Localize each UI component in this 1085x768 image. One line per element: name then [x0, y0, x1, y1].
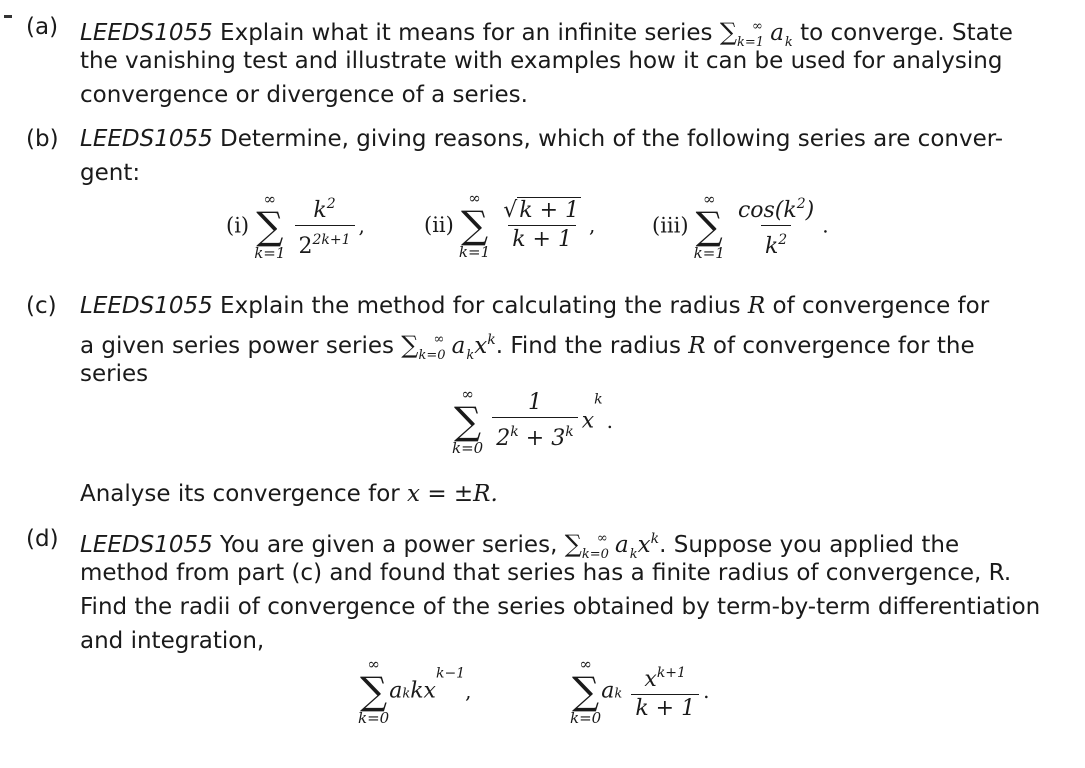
- module-code: LEEDS1055: [80, 532, 213, 558]
- summation: [570, 656, 601, 726]
- part-b-line-1: [80, 122, 1003, 156]
- sum-upper: ∞: [702, 189, 716, 208]
- part-d-end: . Suppose you applied the: [659, 532, 960, 558]
- numerator: $k^2$: [313, 196, 336, 223]
- part-a-label: (a): [26, 14, 59, 40]
- sigma-symbol: ∑: [572, 669, 600, 713]
- summation: [358, 656, 389, 726]
- part-c-mid: . Find the radius: [495, 333, 681, 359]
- numerator: √k + 1: [503, 197, 579, 223]
- inline-sum-symbol: ∑: [401, 331, 419, 359]
- punctuation: .: [606, 409, 613, 433]
- denominator: k + 1: [508, 225, 576, 254]
- x-exponent: k: [487, 332, 496, 348]
- part-c-line-4: [80, 477, 498, 511]
- part-d-line-2: method from part (c) and found that series has a finite radius of convergence, R.: [80, 560, 1012, 586]
- part-c-text: Explain the method for calculating the radius: [220, 293, 741, 319]
- punctuation: .: [822, 213, 829, 238]
- series-i: [226, 190, 365, 261]
- part-c-line-2: [80, 323, 975, 373]
- term-subscript: k: [784, 35, 793, 50]
- part-a-text-end: to converge. State: [800, 20, 1013, 46]
- derivative-series: [358, 656, 471, 726]
- part-c-line-3: series: [80, 361, 149, 387]
- part-a-line-2: the vanishing test and illustrate with examples how it can be used for analysing: [80, 48, 1003, 74]
- series-ii: [424, 190, 595, 260]
- part-c-text-4: Analyse its convergence for: [80, 481, 400, 507]
- summation: [254, 191, 285, 261]
- coefficient: a: [601, 678, 615, 704]
- radius-symbol: R: [688, 333, 706, 359]
- part-d-line-3: Find the radii of convergence of the series obtained by term-by-term differentiation: [80, 594, 1041, 620]
- part-c-display-series: [452, 386, 613, 456]
- variable-x: x: [581, 408, 595, 434]
- fraction: [631, 659, 699, 723]
- punctuation: .: [703, 679, 710, 703]
- sum-lower-limit: k=0: [581, 547, 609, 562]
- x-exponent: k: [594, 391, 603, 408]
- fraction: [499, 197, 585, 254]
- sum-lower: k=0: [570, 709, 602, 727]
- sum-lower: k=0: [452, 439, 484, 457]
- sum-upper-limit: ∞: [752, 19, 763, 34]
- series-iii: [652, 190, 829, 261]
- term: a: [615, 532, 629, 558]
- sum-upper: ∞: [579, 655, 592, 673]
- inline-sum-symbol: ∑: [564, 530, 582, 558]
- denominator: $2^{2k+1}$: [295, 225, 355, 261]
- punctuation: ,: [465, 679, 472, 703]
- margin-bullet: [4, 15, 12, 18]
- variable-x: x: [637, 532, 651, 558]
- part-b-line-2: gent:: [80, 160, 141, 186]
- summation: [452, 386, 483, 456]
- sigma-symbol: ∑: [695, 203, 723, 248]
- part-d-text: You are given a power series,: [220, 532, 558, 558]
- sqrt-symbol: √: [503, 197, 518, 223]
- fraction: [492, 389, 577, 453]
- inline-sum-symbol: ∑: [719, 18, 737, 46]
- coefficient-subscript: k: [402, 686, 411, 702]
- sum-lower: k=1: [693, 243, 725, 262]
- part-c-text-end: of convergence for: [772, 293, 990, 319]
- numerator: $\cos(k^2)$: [737, 196, 815, 223]
- denominator: $k^2$: [761, 225, 791, 261]
- sum-upper: ∞: [263, 189, 277, 208]
- denominator: k + 1: [631, 694, 699, 723]
- fraction: [734, 190, 818, 261]
- part-b-label: (b): [26, 126, 59, 152]
- fraction: [295, 190, 355, 261]
- part-a-text: Explain what it means for an infinite series: [220, 20, 713, 46]
- sum-lower-limit: k=0: [418, 348, 446, 363]
- derivative-term: kx: [410, 678, 436, 704]
- sum-upper: ∞: [367, 655, 380, 673]
- sum-lower-limit: k=1: [737, 35, 765, 50]
- part-b-text: Determine, giving reasons, which of the following series are conver-: [220, 126, 1004, 152]
- sum-upper: ∞: [468, 189, 481, 207]
- sum-upper: ∞: [461, 385, 474, 403]
- denominator: $2^k + 3^k$: [492, 417, 577, 453]
- module-code: LEEDS1055: [80, 20, 213, 46]
- sigma-symbol: ∑: [454, 399, 482, 443]
- coefficient: a: [389, 678, 403, 704]
- summation: [694, 191, 725, 261]
- numerator: 1: [527, 390, 542, 415]
- punctuation: ,: [358, 213, 365, 238]
- part-d-label: (d): [26, 526, 59, 552]
- coefficient-subscript: k: [614, 686, 623, 702]
- part-a-line-3: convergence or divergence of a series.: [80, 82, 528, 108]
- sum-lower: k=1: [254, 243, 286, 262]
- x-exponent: k: [650, 531, 660, 547]
- derivative-exponent: k−1: [435, 665, 466, 682]
- part-d-line-4: and integration,: [80, 628, 265, 654]
- sum-lower: k=0: [358, 709, 390, 727]
- series-tag: (ii): [424, 213, 454, 237]
- variable-x: x: [474, 333, 488, 359]
- series-tag: (iii): [652, 213, 689, 238]
- part-c-line-1: [80, 289, 989, 323]
- term-subscript: k: [629, 547, 638, 562]
- term-subscript: k: [466, 348, 475, 363]
- punctuation: ,: [589, 213, 596, 237]
- condition: x = ±R.: [407, 481, 498, 507]
- module-code: LEEDS1055: [80, 293, 213, 319]
- integral-series: [570, 656, 709, 726]
- sum-lower: k=1: [458, 243, 491, 261]
- part-c-label: (c): [26, 293, 57, 319]
- term: a: [451, 333, 466, 359]
- series-tag: (i): [226, 213, 250, 238]
- part-c-text-2: a given series power series: [80, 333, 394, 359]
- radius-symbol: R: [747, 293, 766, 319]
- sigma-symbol: ∑: [256, 203, 284, 248]
- sigma-symbol: ∑: [360, 669, 388, 713]
- numerator: $x^{k+1}$: [644, 665, 686, 692]
- sum-upper-limit: ∞: [596, 531, 608, 546]
- term: a: [770, 20, 784, 46]
- sigma-symbol: ∑: [460, 203, 489, 247]
- summation: [459, 190, 490, 260]
- module-code: LEEDS1055: [80, 126, 213, 152]
- part-c-end: of convergence for the: [712, 333, 975, 359]
- sum-upper-limit: ∞: [433, 332, 445, 347]
